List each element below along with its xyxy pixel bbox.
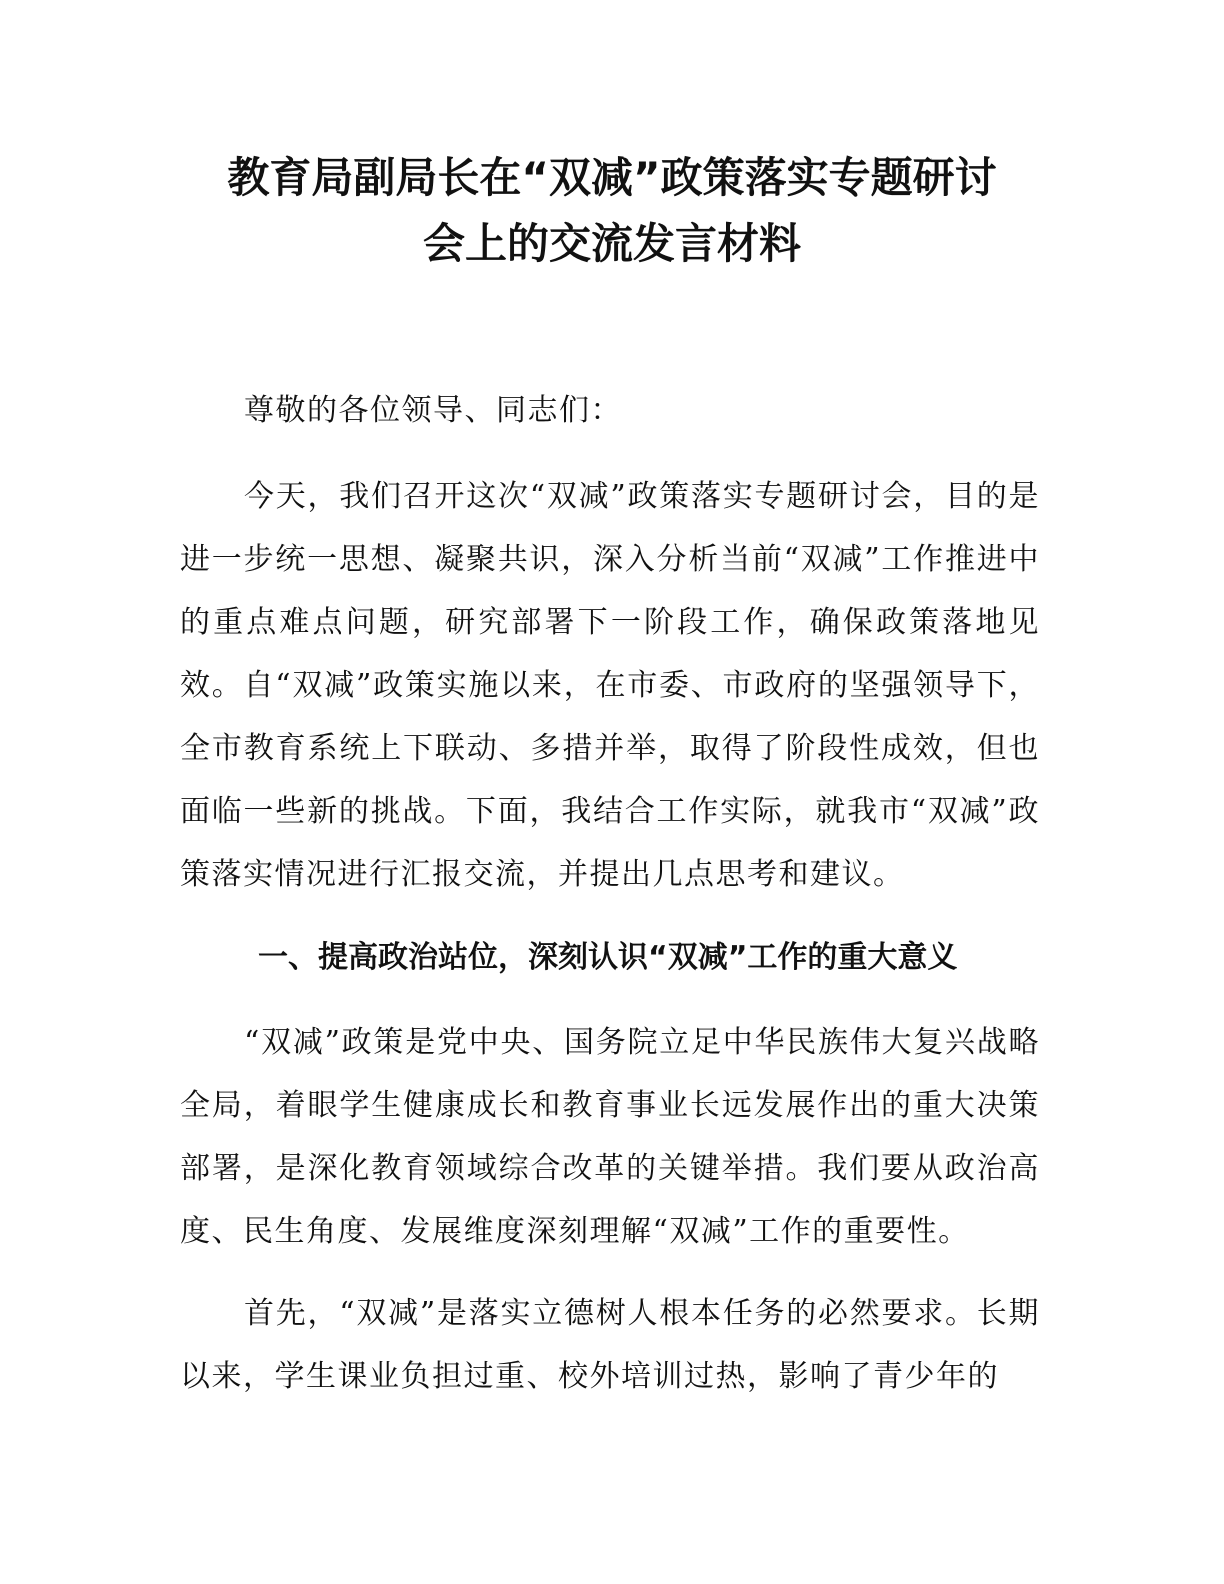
section-heading-1: 一、提高政治站位，深刻认识“双减”工作的重大意义	[258, 940, 958, 975]
salutation: 尊敬的各位领导、同志们：	[244, 393, 622, 428]
document-title-line-2: 会上的交流发言材料	[422, 219, 801, 268]
paragraph-intro: 今天，我们召开这次“双减”政策落实专题研讨会，目的是进一步统一思想、凝聚共识，深入分析当前“双减”工作推进中的重点难点问题，研究部署下一阶段工作，确保政策落地见效。自“双减”政策实施以来，在市委、市政府的坚强领导下，全市教育系统上下联动、多措并举，取得了阶段性成效，但也面临一些新的挑战。下面，我结合工作实际，就我市“双减”政策落实情况进行汇报交流，并提出几点思考和建议。	[180, 479, 1040, 892]
paragraph-significance: “双减”政策是党中央、国务院立足中华民族伟大复兴战略全局，着眼学生健康成长和教育事业长远发展作出的重大决策部署，是深化教育领域综合改革的关键举措。我们要从政治高度、民生角度、发展维度深刻理解“双减”工作的重要性。	[180, 1025, 1040, 1249]
document-title-line-1: 教育局副局长在“双减”政策落实专题研讨	[227, 153, 997, 202]
paragraph-first-point: 首先，“双减”是落实立德树人根本任务的必然要求。长期以来，学生课业负担过重、校外培训过热，影响了青少年的	[180, 1296, 1040, 1394]
